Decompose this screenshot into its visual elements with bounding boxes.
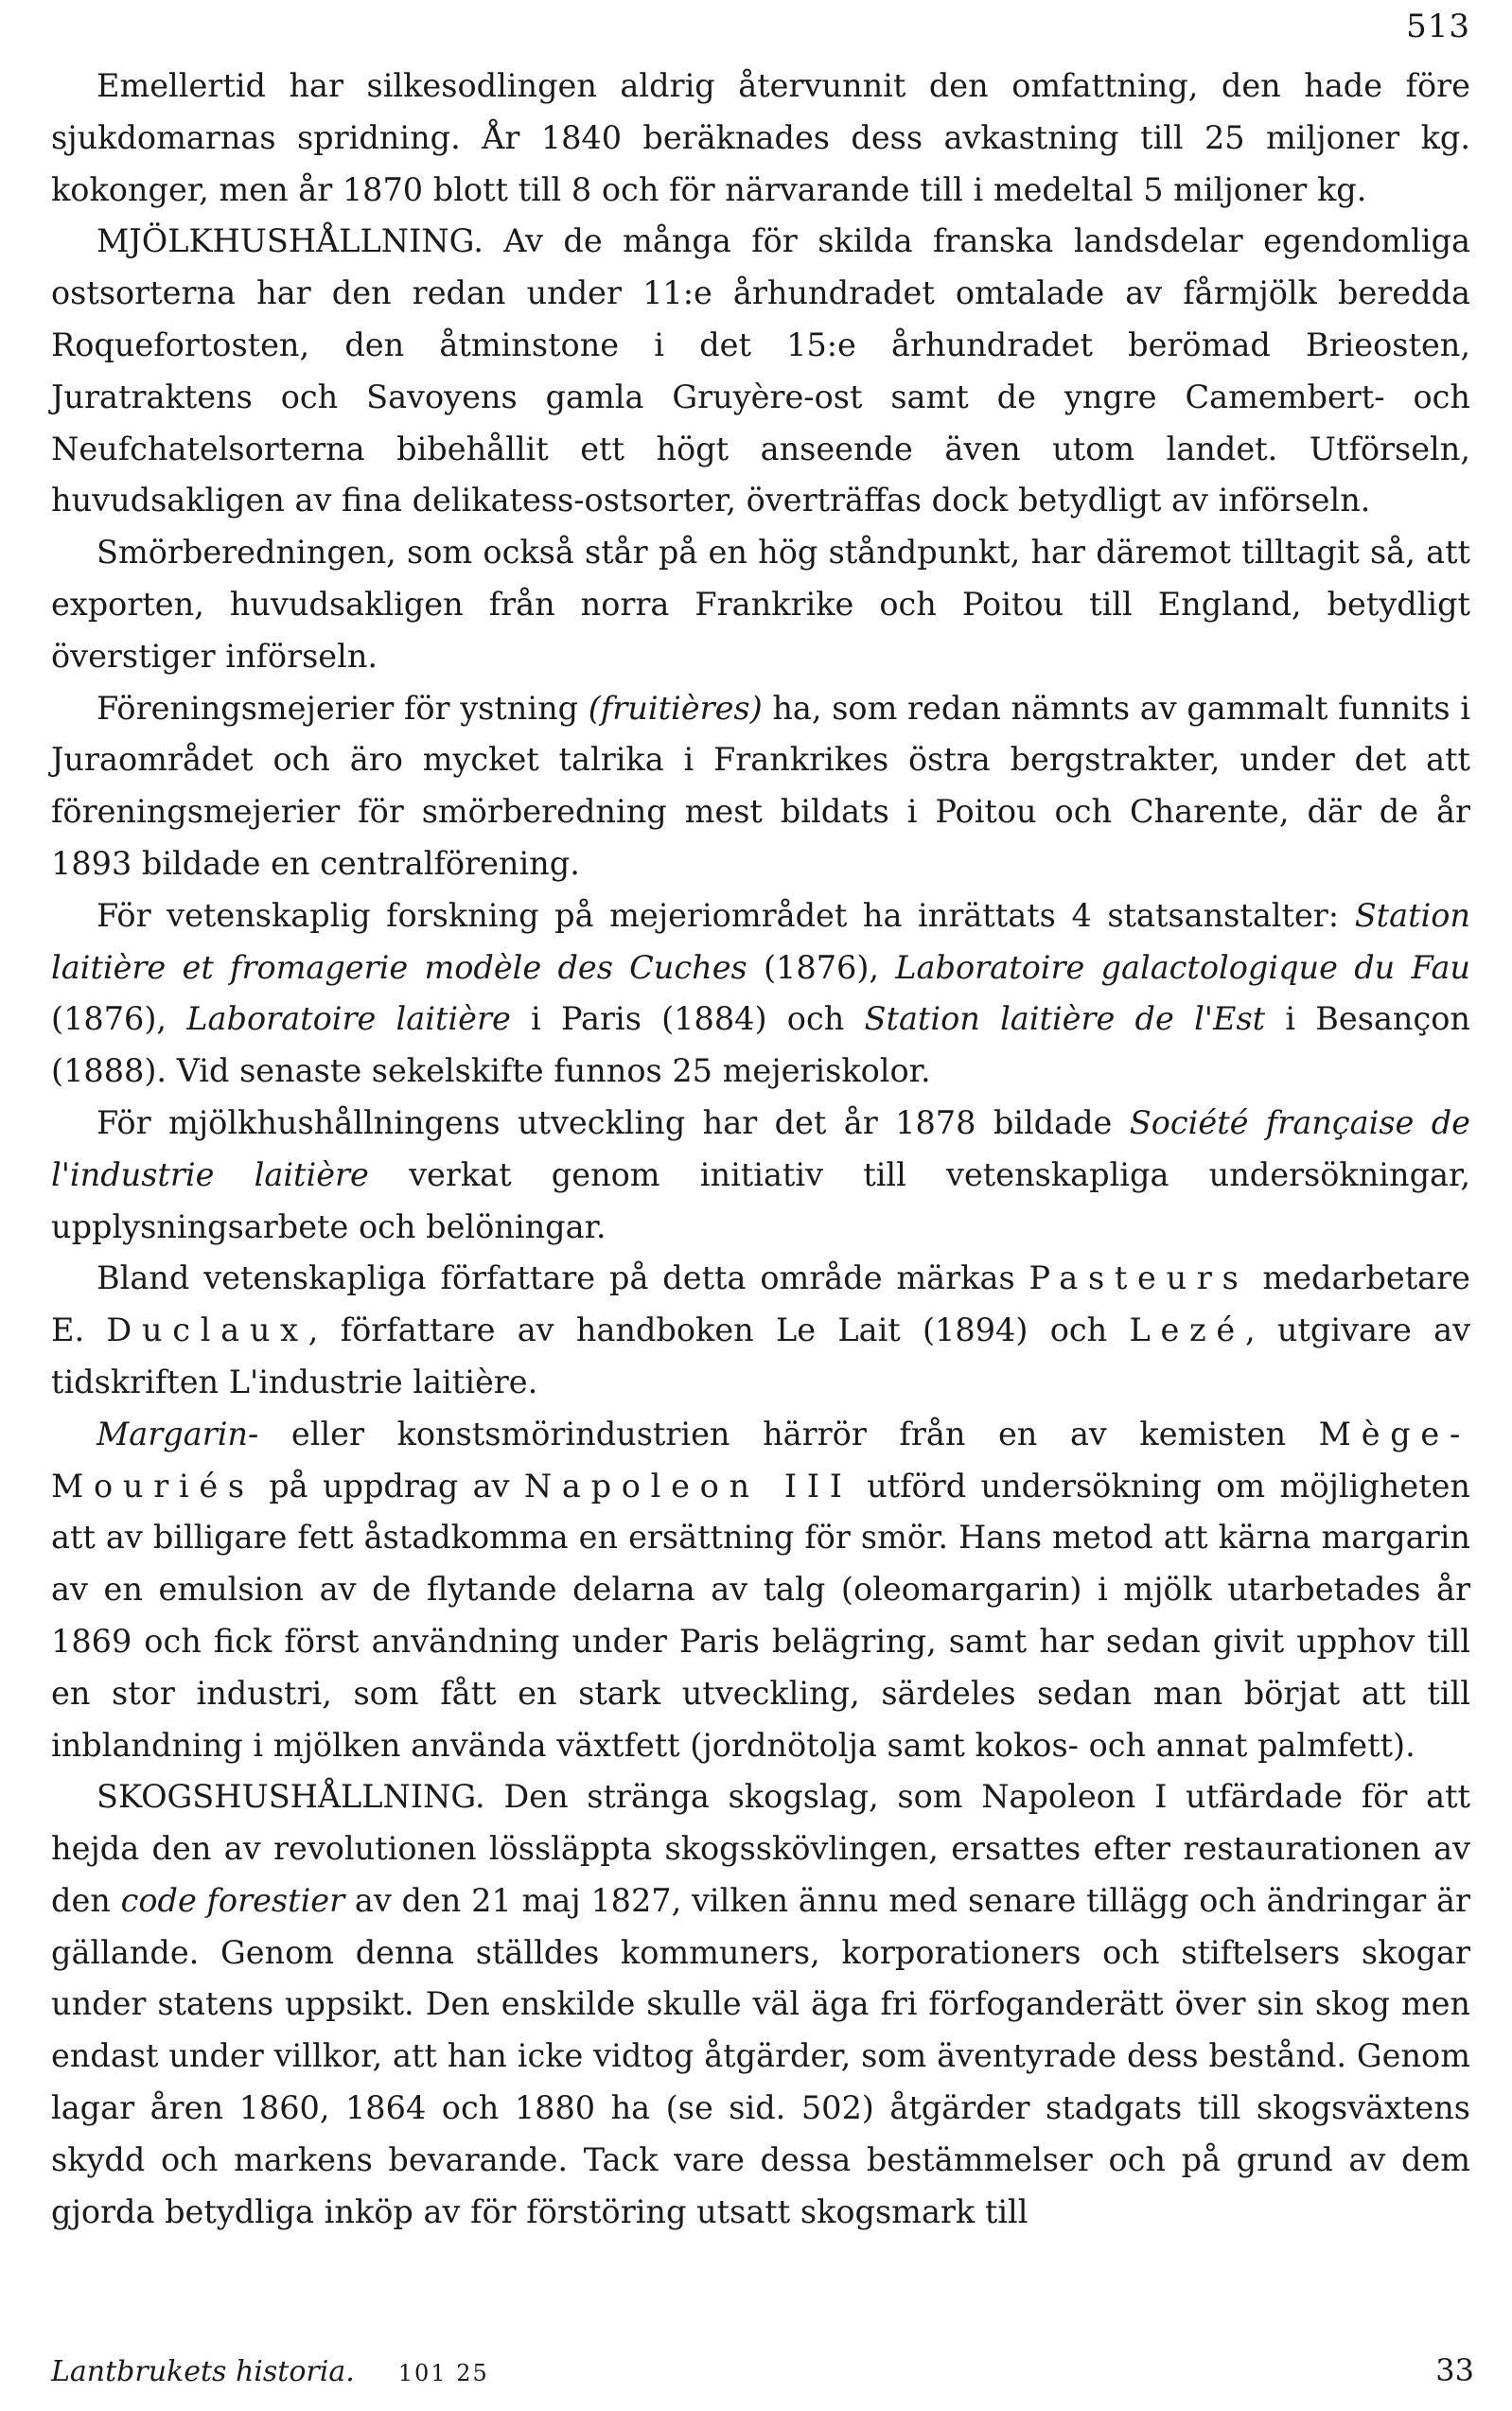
- page-number: 513: [1406, 8, 1470, 45]
- text-run: medarbetare E.: [51, 1259, 1470, 1349]
- text-run: För vetenskaplig forskning på mejeriområdet ha inrättats 4 statsanstalter:: [97, 896, 1355, 934]
- spaced-name: Napoleon III: [523, 1467, 853, 1505]
- italic-term: Station laitière et fromagerie modèle des Cuches: [51, 896, 1470, 986]
- text-run: i Besançon (1888). Vid senaste sekelskifte funnos 25 mejeriskolor.: [51, 1000, 1470, 1090]
- text-run: SKOGSHUSHÅLLNING. Den stränga skogslag, som Napoleon I utfärdade för att hejda den av revolutionen lössläppta skogsskövlingen, ersattes efter restaurationen av den: [51, 1778, 1470, 1919]
- paragraph-forestry: [51, 1771, 1470, 2238]
- page-footer: [51, 2352, 1474, 2388]
- paragraph-authors: [51, 1253, 1470, 1408]
- italic-term: Laboratoire laitière: [186, 1000, 511, 1038]
- italic-term: code forestier: [120, 1881, 345, 1919]
- italic-term: Société française de l'industrie laitière: [51, 1103, 1471, 1193]
- paragraph-society: [51, 1098, 1470, 1253]
- text-run: (1876),: [51, 1000, 187, 1038]
- body-text: [51, 61, 1470, 2238]
- text-run: , författare av handboken Le Lait (1894) och: [308, 1311, 1130, 1349]
- text-run: på uppdrag av: [254, 1467, 524, 1505]
- italic-term: Laboratoire galactologique du Fau: [895, 948, 1470, 986]
- text-run: verkat genom initiativ till vetenskapliga undersökningar, upplysningsarbete och belöningar.: [51, 1155, 1470, 1245]
- text-run: Föreningsmejerier för ystning: [97, 689, 589, 727]
- paragraph-silk: Emellertid har silkesodlingen aldrig återvunnit den omfattning, den hade före sjukdomarnas spridning. År 1840 beräknades dess avkastning till 25 miljoner kg. kokonger, men år 1870 blott till 8 och för närvarande till i medeltal 5 miljoner kg.: [51, 67, 1470, 208]
- text-run: , utgivare av tidskriften L'industrie laitière.: [51, 1311, 1470, 1400]
- paragraph-research: [51, 890, 1470, 1098]
- paragraph-dairy: MJÖLKHUSHÅLLNING. Av de många för skilda franska landsdelar egendomliga ostsorterna har den redan under 11:e århundradet omtalade av fårmjölk beredda Roquefortosten, den åtminstone i det 15:e århundradet berömad Brieosten, Juratraktens och Savoyens gamla Gruyère-ost samt de yngre Camembert- och Neufchatelsorterna bibehållit ett högt anseende även utom landet. Utförseln, huvudsakligen av fina delikatess-ostsorter, överträffas dock betydligt av införseln.: [51, 222, 1470, 519]
- paragraph-cooperatives: [51, 683, 1470, 890]
- text-run: ha, som redan nämnts av gammalt funnits i Juraområdet och äro mycket talrika i Frankrikes östra bergstrakter, under det att föreningsmejerier för smörberedning mest bildats i Poitou och Charente, där de år 1893 bildade en centralförening.: [51, 689, 1470, 882]
- italic-term: Margarin-: [97, 1415, 259, 1452]
- sheet-number: 33: [1435, 2352, 1474, 2388]
- text-run: utförd undersökning om möjligheten att av billigare fett åstadkomma en ersättning för smör. Hans metod att kärna margarin av en emulsion av de flytande delarna av talg (oleomargarin) i mjölk utarbetades år 1869 och fick först användning under Paris belägring, samt har sedan givit upphov till en stor industri, som fått en stark utveckling, särdeles sedan man börjat att till inblandning i mjölken använda växtfett (jordnötolja samt kokos- och annat palmfett).: [51, 1467, 1471, 1764]
- signature-mark: 101 25: [397, 2360, 489, 2386]
- italic-term: Station laitière de l'Est: [864, 1000, 1266, 1038]
- spaced-name: Lezé: [1129, 1311, 1245, 1349]
- text-run: För mjölkhushållningens utveckling har det år 1878 bildade: [97, 1103, 1130, 1141]
- book-title: Lantbrukets historia.: [51, 2355, 355, 2388]
- spaced-name: Mège-Mouriés: [51, 1415, 1470, 1505]
- text-run: av den 21 maj 1827, vilken ännu med senare tillägg och ändringar är gällande. Genom denna ställdes kommuners, korporationers och stiftelsers skogar under statens uppsikt. Den enskilde skulle väl äga fri förfoganderätt över sin skog men endast under villkor, att han icke vidtog åtgärder, som äventyrade dess bestånd. Genom lagar åren 1860, 1864 och 1880 ha (se sid. 502) åtgärder stadgats till skogsväxtens skydd och markens bevarande. Tack vare dessa bestämmelser och på grund av dem gjorda betydliga inköp av för förstöring utsatt skogsmark till: [51, 1881, 1471, 2230]
- text-run: Bland vetenskapliga författare på detta område märkas: [97, 1259, 1029, 1297]
- text-run: eller konstsmörindustrien härrör från en av kemisten: [258, 1415, 1319, 1452]
- italic-term: (fruitières): [588, 689, 763, 727]
- text-run: (1876),: [747, 948, 896, 986]
- paragraph-margarine: [51, 1409, 1470, 1772]
- paragraph-butter: Smörberedningen, som också står på en hög ståndpunkt, har däremot tilltagit så, att exporten, huvudsakligen från norra Frankrike och Poitou till England, betydligt överstiger införseln.: [51, 534, 1470, 675]
- text-run: i Paris (1884) och: [510, 1000, 865, 1038]
- spaced-name: Duclaux: [106, 1311, 308, 1349]
- spaced-name: Pasteurs: [1029, 1259, 1249, 1297]
